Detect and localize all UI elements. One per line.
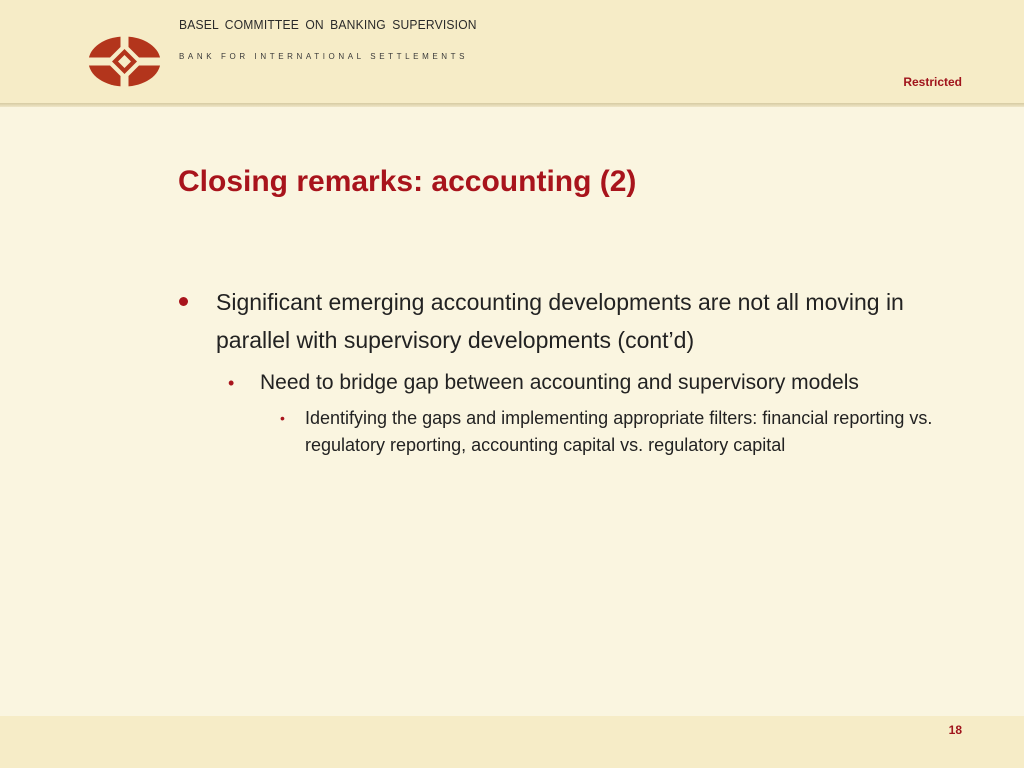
bullet-dot-icon: •: [280, 410, 285, 426]
page-number: 18: [948, 723, 962, 737]
org-subtitle: BANK FOR INTERNATIONAL SETTLEMENTS: [179, 52, 469, 61]
footer-band: [0, 716, 1024, 768]
org-name: BASEL COMMITTEE ON BANKING SUPERVISION: [179, 17, 477, 32]
bullet-level-2-text: Need to bridge gap between accounting and supervisory models: [260, 371, 859, 394]
bullet-level-2: [178, 367, 920, 399]
bullet-level-3-text: Identifying the gaps and implementing appropriate filters: financial reporting vs. regulatory reporting, accounting capital vs. regulatory capital: [305, 408, 933, 455]
slide-content: [178, 283, 978, 459]
bullet-dot-icon: •: [228, 373, 235, 393]
slide-title: Closing remarks: accounting (2): [178, 165, 637, 198]
bullet-level-1-text: Significant emerging accounting developments are not all moving in parallel with supervisory developments (cont’d): [216, 289, 904, 353]
bullet-level-3: [178, 405, 965, 459]
bis-logo-icon: [88, 36, 161, 87]
classification-label: Restricted: [903, 75, 962, 89]
bullet-dot-icon: [179, 297, 188, 306]
bullet-level-1: [178, 283, 956, 359]
header-divider: [0, 103, 1024, 107]
